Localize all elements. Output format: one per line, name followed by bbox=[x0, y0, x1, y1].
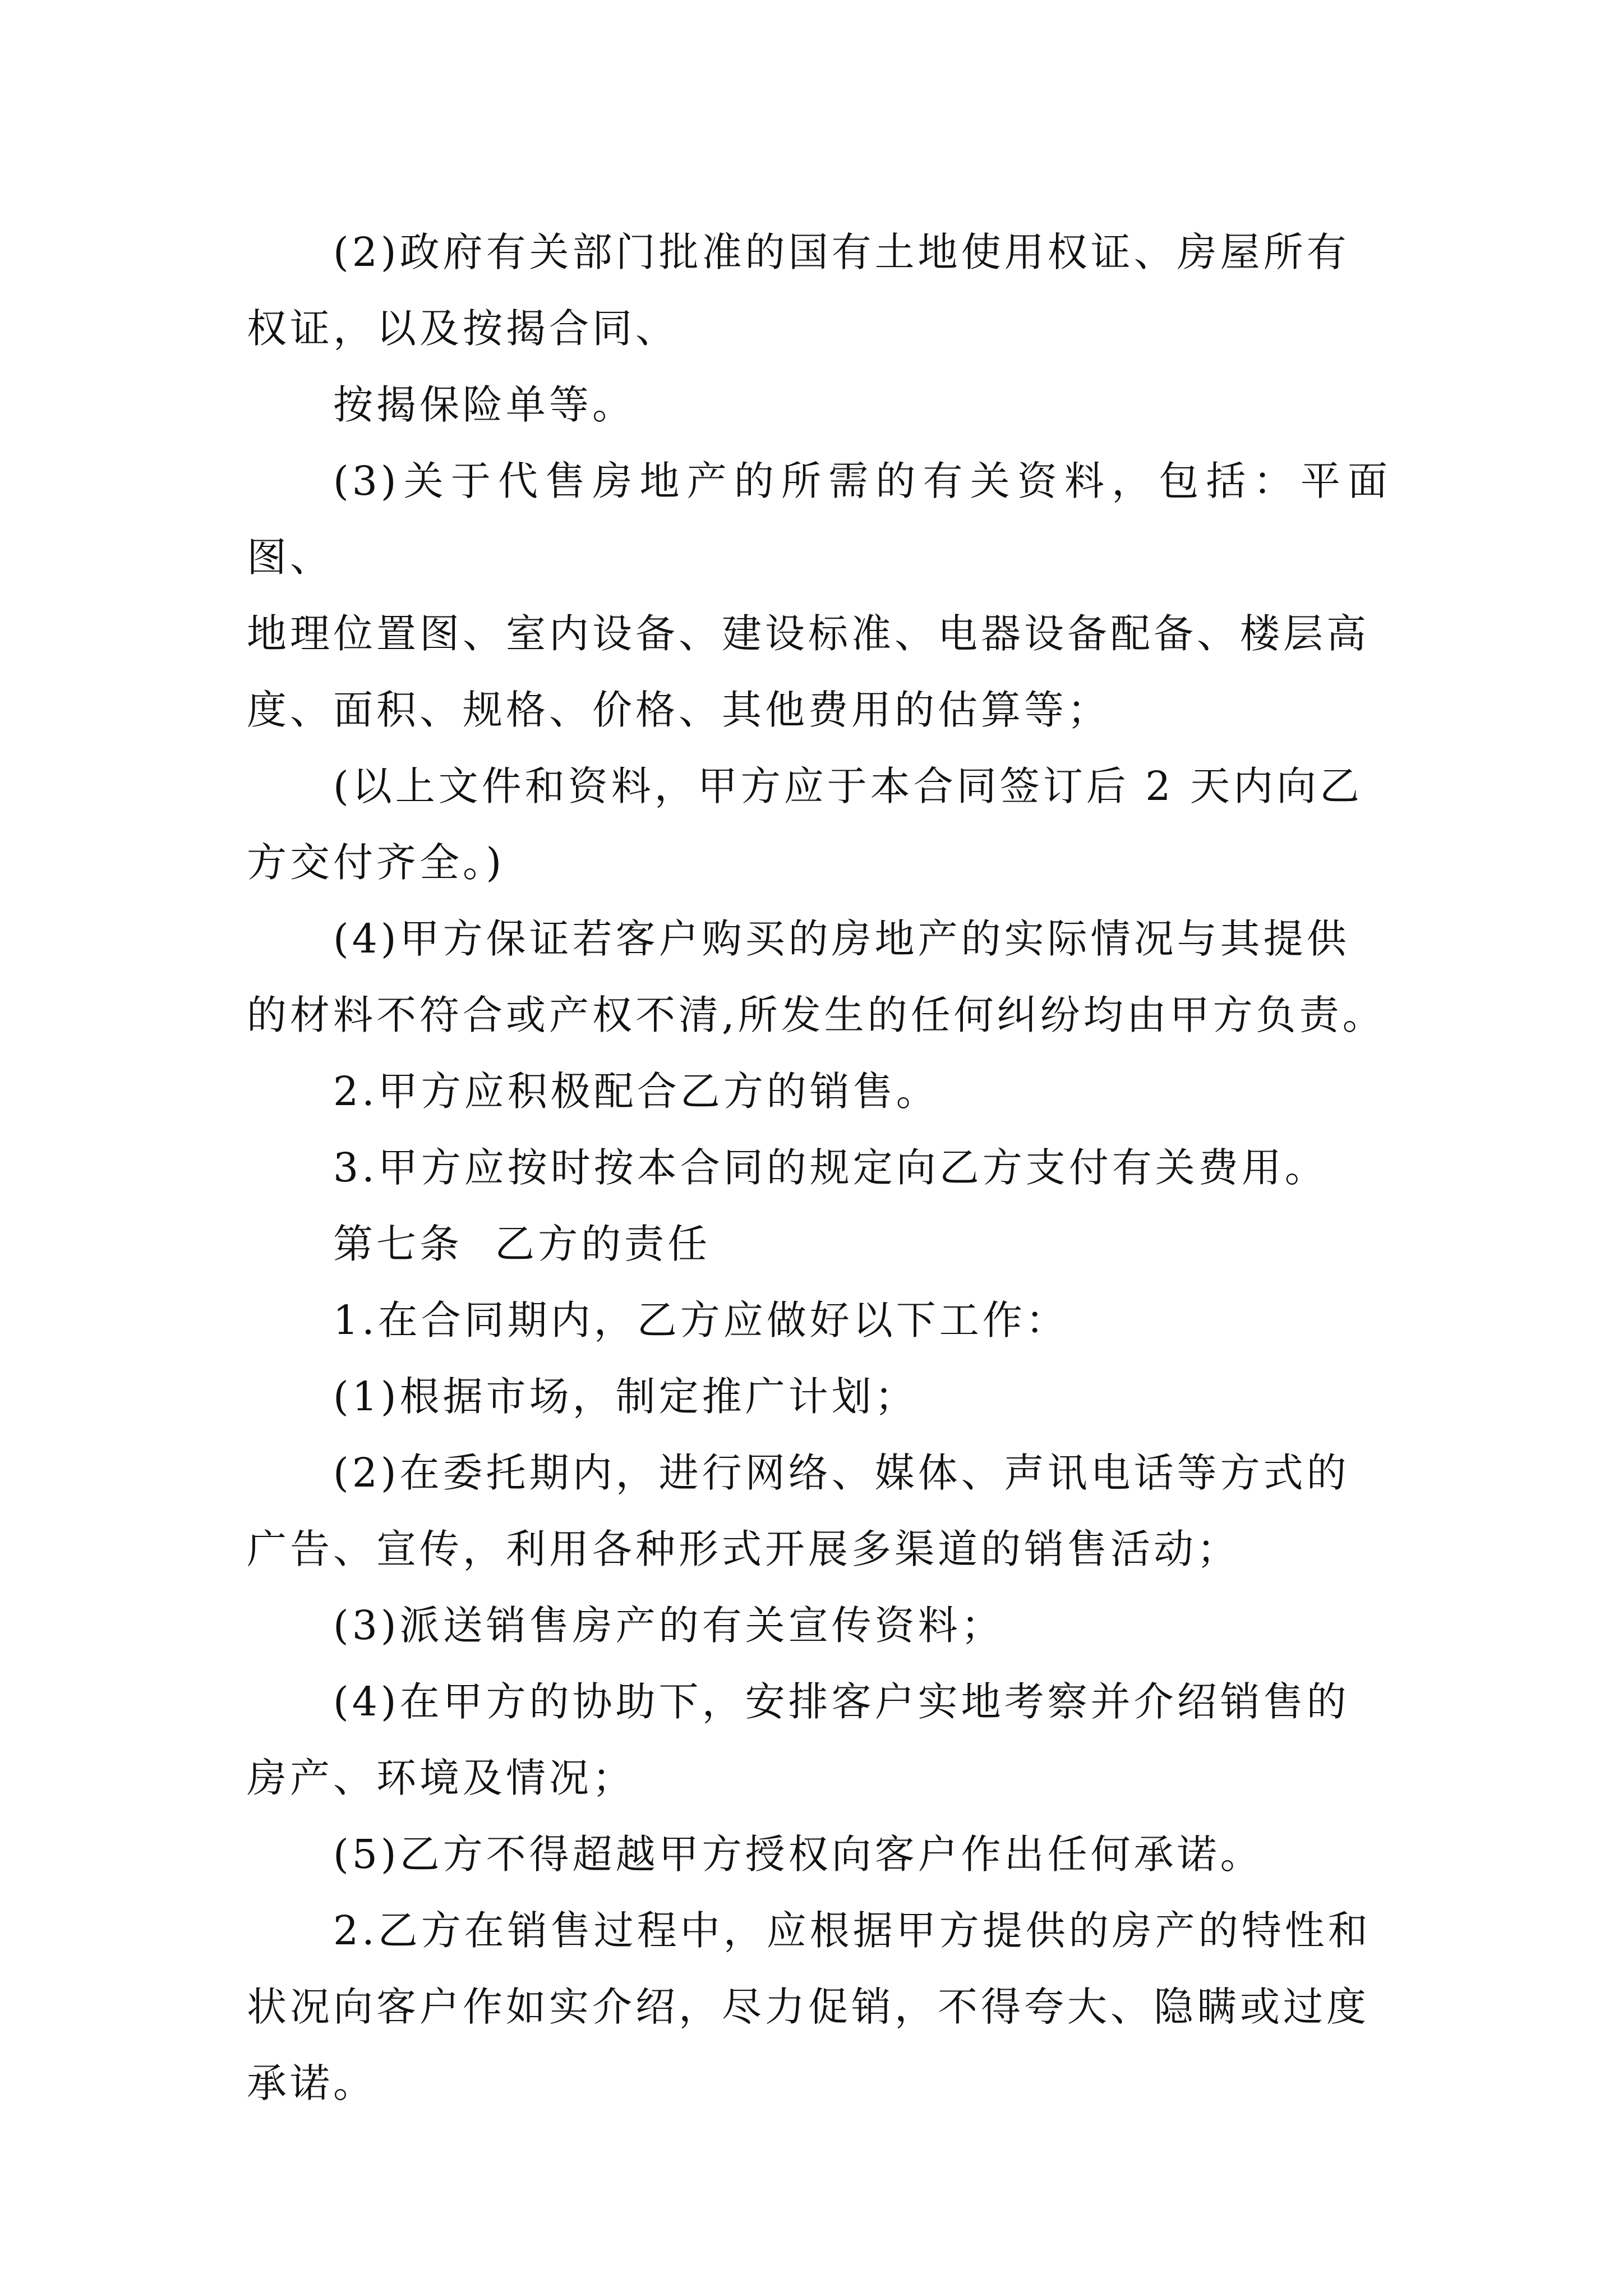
text-line: (3)关于代售房地产的所需的有关资料，包括：平面图、 bbox=[247, 458, 1391, 581]
paragraph-5-no-promises bbox=[247, 1816, 1391, 1893]
text-line: 2.乙方在销售过程中，应根据甲方提供的房产的特性和 bbox=[333, 1907, 1371, 1954]
text-line: (2)在委托期内，进行网络、媒体、声讯电话等方式的 bbox=[333, 1450, 1350, 1496]
paragraph-2-advertising bbox=[247, 1435, 1391, 1588]
text-line: 3.甲方应按时按本合同的规定向乙方支付有关费用。 bbox=[333, 1144, 1328, 1191]
text-line: (5)乙方不得超越甲方授权向客户作出任何承诺。 bbox=[333, 1831, 1264, 1878]
paragraph-4-guarantee bbox=[247, 901, 1391, 1053]
text-line: 方交付齐全。) bbox=[247, 839, 505, 886]
paragraph-party-b-duties bbox=[247, 1282, 1391, 1359]
paragraph-4-site-visit bbox=[247, 1664, 1391, 1816]
paragraph-3-materials-dispatch bbox=[247, 1588, 1391, 1664]
article-7-heading bbox=[247, 1206, 1391, 1282]
text-line: 承诺。 bbox=[247, 2060, 377, 2106]
text-line: (4)甲方保证若客户购买的房地产的实际情况与其提供 bbox=[333, 915, 1350, 962]
paragraph-3-materials bbox=[247, 443, 1391, 748]
text-line: (1)根据市场，制定推广计划； bbox=[333, 1373, 918, 1420]
text-line: 地理位置图、室内设备、建设标准、电器设备配备、楼层高 bbox=[247, 610, 1370, 657]
text-line: 权证，以及按揭合同、 bbox=[247, 305, 679, 352]
text-line: (3)派送销售房产的有关宣传资料； bbox=[333, 1602, 1004, 1649]
text-line: 按揭保险单等。 bbox=[333, 381, 636, 428]
text-line: 广告、宣传，利用各种形式开展多渠道的销售活动； bbox=[247, 1526, 1241, 1572]
text-line: 房产、环境及情况； bbox=[247, 1755, 636, 1801]
text-line: 状况向客户作如实介绍，尽力促销，不得夸大、隐瞒或过度 bbox=[247, 1984, 1370, 2030]
text-line: 1.在合同期内，乙方应做好以下工作： bbox=[333, 1297, 1069, 1343]
paragraph-2-certificates bbox=[247, 214, 1391, 367]
text-line: (4)在甲方的协助下，安排客户实地考察并介绍销售的 bbox=[333, 1678, 1350, 1725]
paragraph-delivery-note bbox=[247, 748, 1391, 901]
text-line: (2)政府有关部门批准的国有土地使用权证、房屋所有 bbox=[333, 229, 1350, 275]
paragraph-party-a-payment bbox=[247, 1130, 1391, 1206]
paragraph-party-a-cooperate bbox=[247, 1053, 1391, 1130]
paragraph-1-promotion-plan bbox=[247, 1359, 1391, 1435]
text-line: 的材料不符合或产权不清,所发生的任何纠纷均由甲方负责。 bbox=[247, 992, 1386, 1038]
text-line: 度、面积、规格、价格、其他费用的估算等； bbox=[247, 687, 1111, 733]
section-heading: 第七条 乙方的责任 bbox=[333, 1221, 711, 1267]
document-body bbox=[247, 214, 1391, 2122]
text-line: 2.甲方应积极配合乙方的销售。 bbox=[333, 1068, 939, 1115]
paragraph-sales-conduct bbox=[247, 1893, 1391, 2122]
text-line: (以上文件和资料，甲方应于本合同签订后 2 天内向乙 bbox=[333, 763, 1363, 809]
paragraph-mortgage-insurance bbox=[247, 367, 1391, 443]
